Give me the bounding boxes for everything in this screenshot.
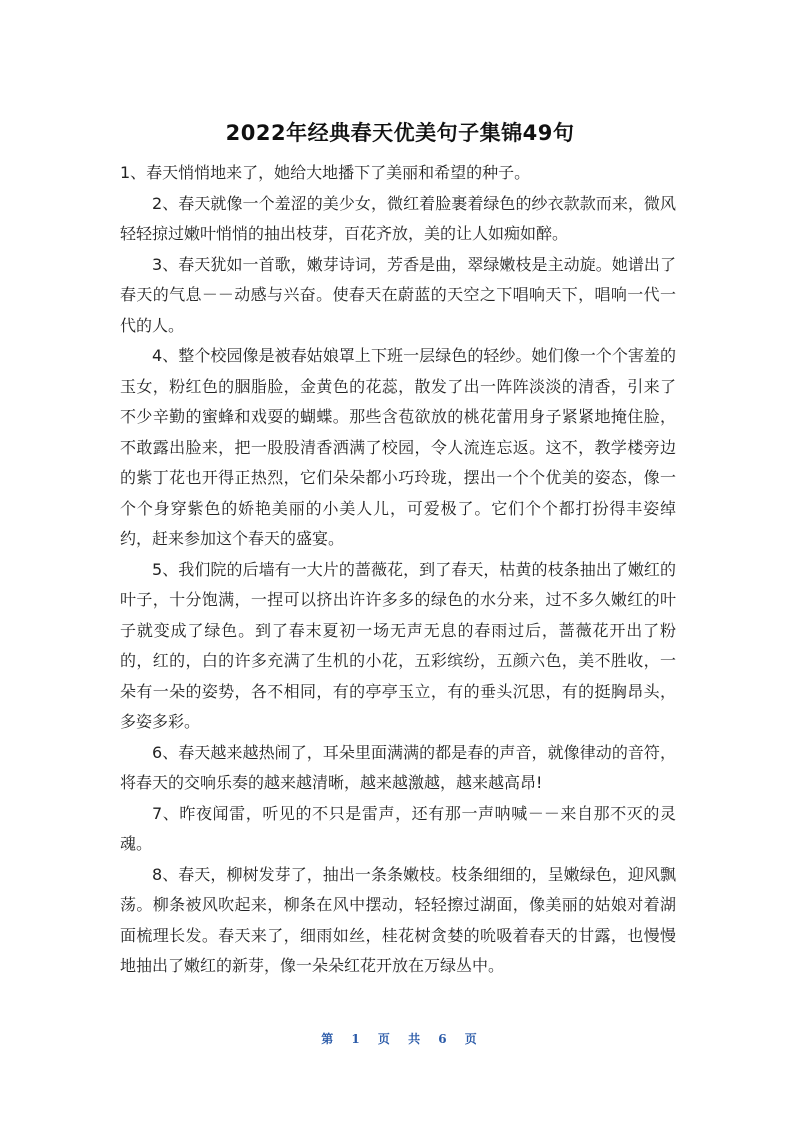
document-title: 2022年经典春天优美句子集锦49句 — [225, 121, 575, 145]
page-number-footer: 第 1 页 共 6 页 — [321, 1032, 479, 1046]
paragraph-2: 2、春天就像一个羞涩的美少女，微红着脸裹着绿色的纱衣款款而来，微风轻轻掠过嫩叶悄悄的抽出枝芽，百花齐放，美的让人如痴如醉。 — [120, 193, 676, 243]
paragraph-4: 4、整个校园像是被春姑娘罩上下班一层绿色的轻纱。她们像一个个害羞的玉女，粉红色的胭脂脸，金黄色的花蕊，散发了出一阵阵淡淡的清香，引来了不少辛勤的蜜蜂和戏耍的蝴蝶。那些含苞欲放的桃花蕾用身子紧紧地掩住脸，不敢露出脸来，把一股股清香洒满了校园，令人流连忘返。这不，教学楼旁边的紫丁花也开得正热烈，它们朵朵都小巧玲珑，摆出一个个优美的姿态，像一个个身穿紫色的娇艳美丽的小美人儿，可爱极了。它们个个都打扮得丰姿绰约，赶来参加这个春天的盛宴。 — [120, 346, 676, 548]
paragraph-5: 5、我们院的后墙有一大片的蔷薇花，到了春天，枯黄的枝条抽出了嫩红的叶子，十分饱满，一捏可以挤出许许多多的绿色的水分来，过不多久嫩红的叶子就变成了绿色。到了春末夏初一场无声无息的春雨过后，蔷薇花开出了粉的，红的，白的许多充满了生机的小花，五彩缤纷，五颜六色，美不胜收，一朵有一朵的姿势，各不相同，有的亭亭玉立，有的垂头沉思，有的挺胸昂头，多姿多彩。 — [120, 559, 676, 731]
document-body — [120, 158, 676, 982]
paragraph-6: 6、春天越来越热闹了，耳朵里面满满的都是春的声音，就像律动的音符，将春天的交响乐奏的越来越清晰，越来越激越，越来越高昂! — [120, 742, 676, 792]
paragraph-8: 8、春天，柳树发芽了，抽出一条条嫩枝。枝条细细的，呈嫩绿色，迎风飘荡。柳条被风吹起来，柳条在风中摆动，轻轻擦过湖面，像美丽的姑娘对着湖面梳理长发。春天来了，细雨如丝，桂花树贪婪的吮吸着春天的甘露，也慢慢地抽出了嫩红的新芽，像一朵朵红花开放在万绿丛中。 — [120, 864, 676, 975]
paragraph-3: 3、春天犹如一首歌，嫩芽诗词，芳香是曲，翠绿嫩枝是主动旋。她谱出了春天的气息－－动感与兴奋。使春天在蔚蓝的天空之下唱响天下，唱响一代一代的人。 — [120, 254, 676, 335]
paragraph-1: 1、春天悄悄地来了，她给大地播下了美丽和希望的种子。 — [120, 163, 531, 182]
paragraph-7: 7、昨夜闻雷，听见的不只是雷声，还有那一声呐喊－－来自那不灭的灵魂。 — [120, 803, 676, 853]
